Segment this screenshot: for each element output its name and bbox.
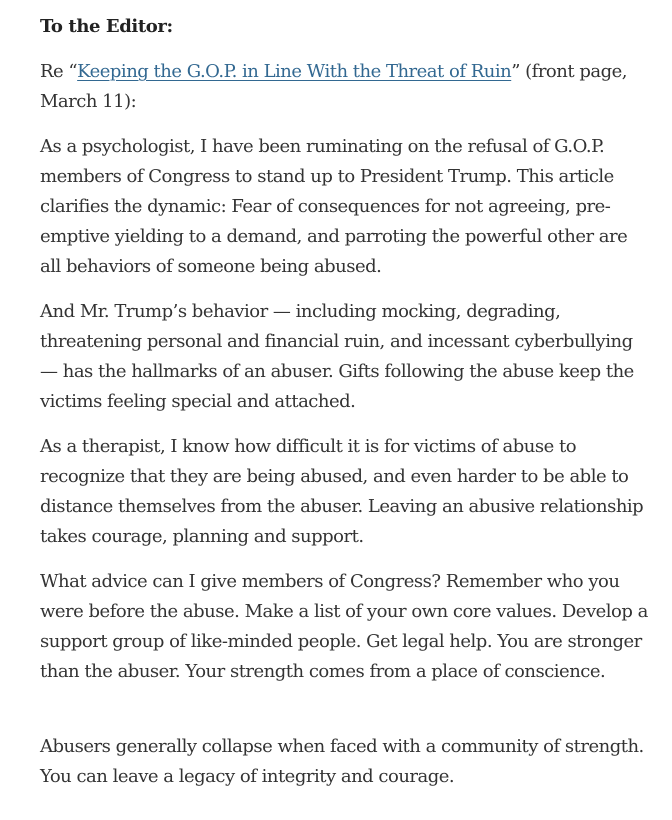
paragraph-3: As a therapist, I know how difficult it is for victims of abuse to recognize that they are being abused, and even harder to be able to distance themselves from the abuser. Leaving an abusive relationship takes courage, planning and support. <box>40 436 644 547</box>
salutation: To the Editor: <box>40 16 173 37</box>
re-line <box>40 57 650 117</box>
paragraph-2: And Mr. Trump’s behavior — including mocking, degrading, threatening personal and financial ruin, and incessant cyberbullying — has the hallmarks of an abuser. Gifts following the abuse keep the victims feeling special and attached. <box>40 301 634 412</box>
article-link[interactable]: Keeping the G.O.P. in Line With the Threat of Ruin <box>77 61 512 82</box>
paragraph-4: What advice can I give members of Congress? Remember who you were before the abuse. Make a list of your own core values. Develop a support group of like-minded people. Get legal help. You are stronger than the abuser. Your strength comes from a place of conscience. <box>40 571 648 682</box>
re-prefix: Re “ <box>40 61 78 82</box>
re-suffix: ” (front page, March 11): <box>40 61 627 112</box>
paragraph-1: As a psychologist, I have been ruminating on the refusal of G.O.P. members of Congress to stand up to President Trump. This article clarifies the dynamic: Fear of consequences for not agreeing, pre-emptive yielding to a demand, and parroting the powerful other are all behaviors of someone being abused. <box>40 136 628 277</box>
paragraph-5: Abusers generally collapse when faced with a community of strength. You can leave a legacy of integrity and courage. <box>40 736 644 787</box>
